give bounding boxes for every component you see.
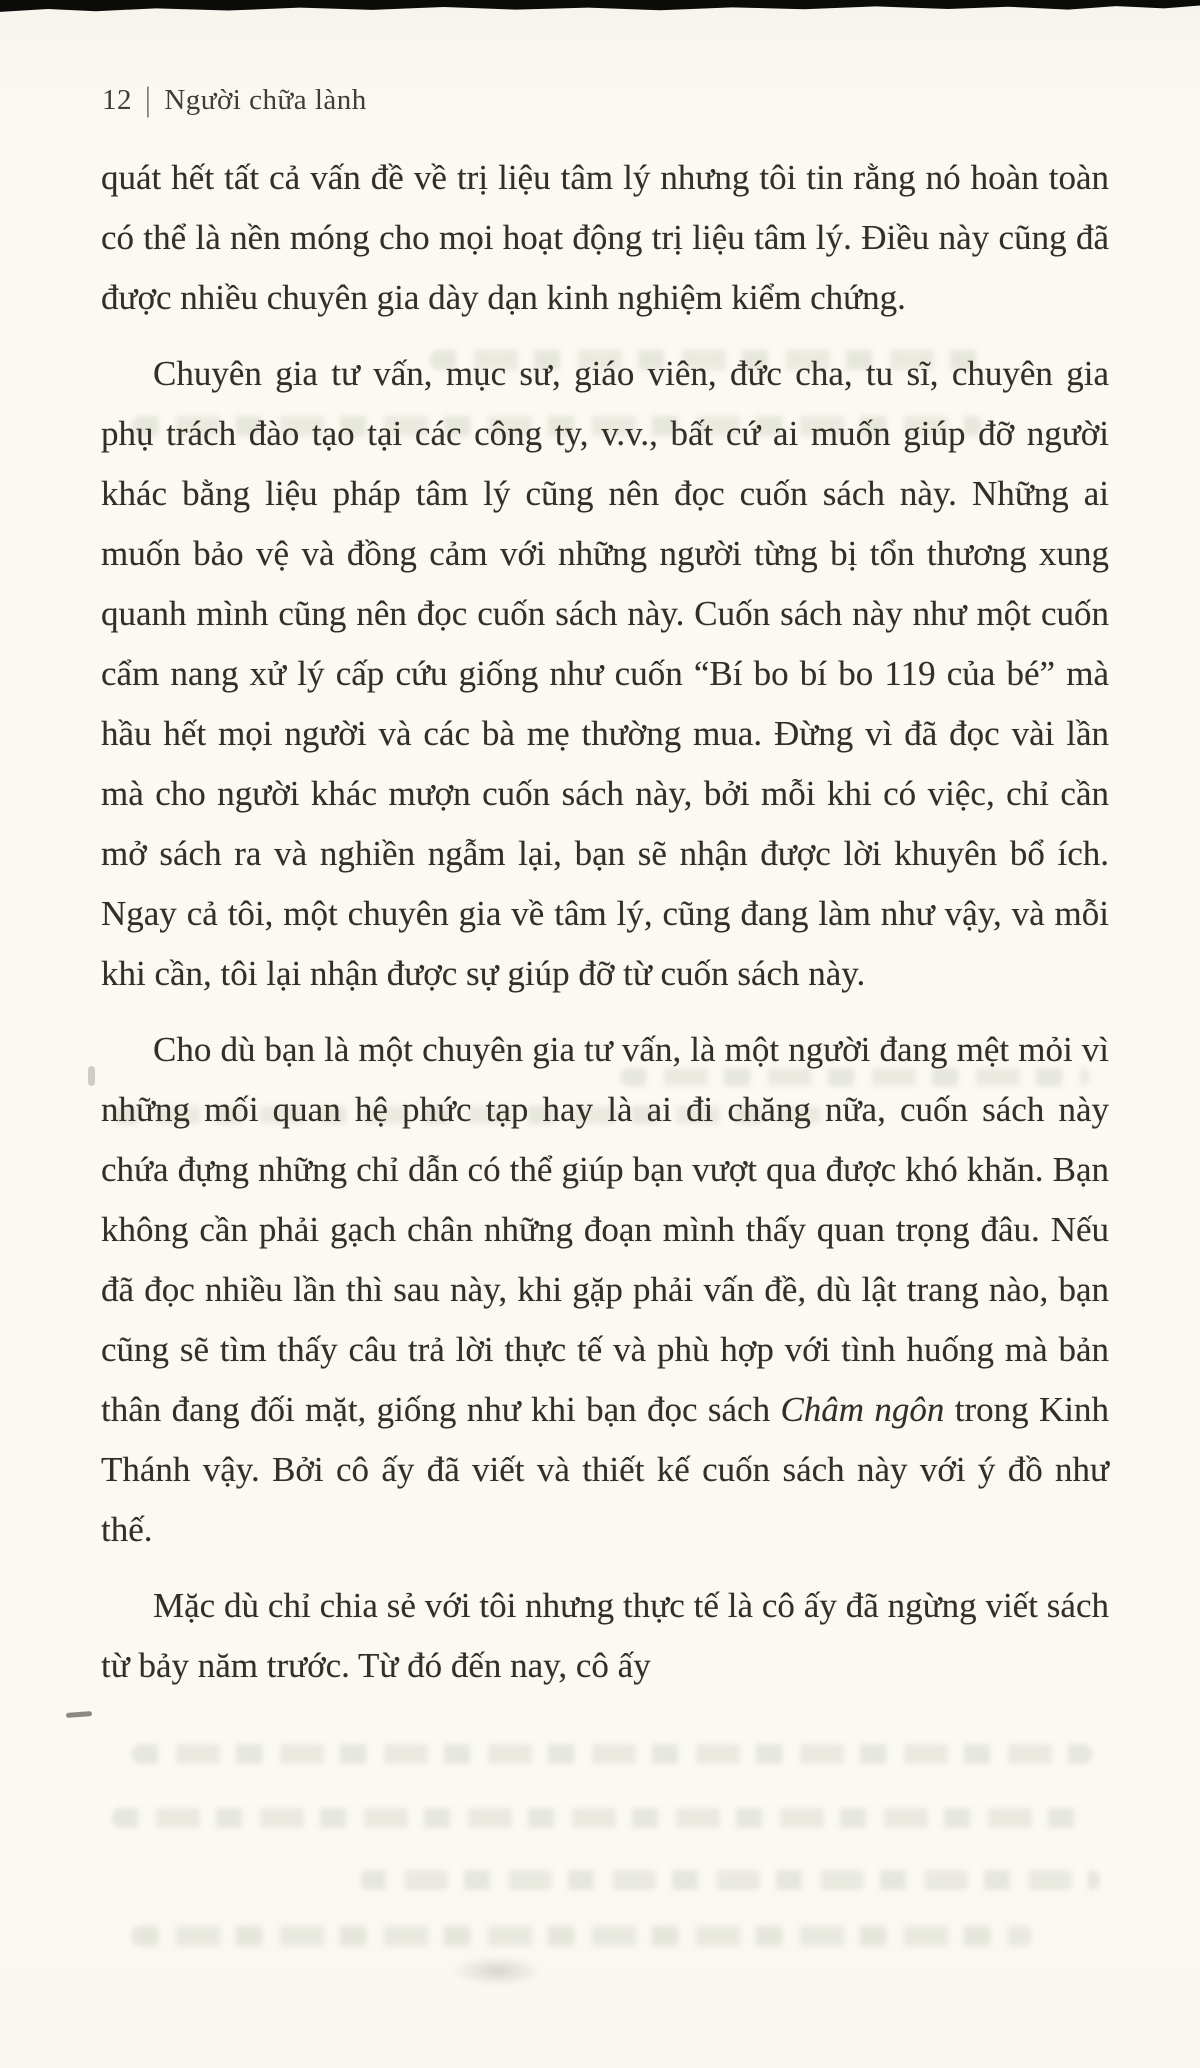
text-run: quát hết tất cả vấn đề về trị liệu tâm lý nhưng tôi tin rằng nó hoàn toàn có thể là nền móng cho mọi hoạt động trị liệu tâm lý. Điều này cũng đã được nhiều chuyên gia dày dạn kinh nghiệm kiểm chứng.	[101, 158, 1109, 317]
bleed-through-artifact	[360, 1870, 1100, 1890]
bleed-through-artifact	[132, 1926, 1032, 1946]
scan-top-edge-artifact	[0, 0, 1200, 16]
paragraph-3	[101, 1020, 1109, 1560]
paragraph-2	[101, 344, 1109, 1004]
book-title: Người chữa lành	[164, 84, 367, 116]
bleed-through-artifact	[132, 1744, 1092, 1764]
italic-text-run: Châm ngôn	[780, 1390, 945, 1429]
page-body-text	[101, 148, 1109, 1696]
bleed-through-artifact	[112, 1808, 1092, 1828]
text-run: Mặc dù chỉ chia sẻ với tôi nhưng thực tế là cô ấy đã ngừng viết sách từ bảy năm trước. Từ đó đến nay, cô ấy	[101, 1586, 1109, 1685]
header-separator: |	[145, 81, 152, 119]
scan-margin-artifact	[88, 1066, 95, 1086]
paragraph-1	[101, 148, 1109, 328]
text-run: Chuyên gia tư vấn, mục sư, giáo viên, đức cha, tu sĩ, chuyên gia phụ trách đào tạo tại các công ty, v.v., bất cứ ai muốn giúp đỡ người khác bằng liệu pháp tâm lý cũng nên đọc cuốn sách này. Những ai muốn bảo vệ và đồng cảm với những người từng bị tổn thương xung quanh mình cũng nên đọc cuốn sách này. Cuốn sách này như một cuốn cẩm nang xử lý cấp cứu giống như cuốn “Bí bo bí bo 119 của bé” mà hầu hết mọi người và các bà mẹ thường mua. Đừng vì đã đọc vài lần mà cho người khác mượn cuốn sách này, bởi mỗi khi có việc, chỉ cần mở sách ra và nghiền ngẫm lại, bạn sẽ nhận được lời khuyên bổ ích. Ngay cả tôi, một chuyên gia về tâm lý, cũng đang làm như vậy, và mỗi khi cần, tôi lại nhận được sự giúp đỡ từ cuốn sách này.	[101, 354, 1109, 993]
scan-margin-artifact	[66, 1711, 92, 1718]
text-run: Cho dù bạn là một chuyên gia tư vấn, là một người đang mệt mỏi vì những mối quan hệ phức tạp hay là ai đi chăng nữa, cuốn sách này chứa đựng những chỉ dẫn có thể giúp bạn vượt qua được khó khăn. Bạn không cần phải gạch chân những đoạn mình thấy quan trọng đâu. Nếu đã đọc nhiều lần thì sau này, khi gặp phải vấn đề, dù lật trang nào, bạn cũng sẽ tìm thấy câu trả lời thực tế và phù hợp với tình huống mà bản thân đang đối mặt, giống như khi bạn đọc sách	[101, 1030, 1109, 1429]
paragraph-4	[101, 1576, 1109, 1696]
page-number: 12	[102, 84, 132, 116]
page-header	[102, 81, 367, 119]
scan-smudge-artifact	[452, 1956, 542, 1986]
text-run: trong Kinh Thánh vậy. Bởi cô ấy đã viết và thiết kế cuốn sách này với ý đồ như thế.	[101, 1390, 1110, 1549]
